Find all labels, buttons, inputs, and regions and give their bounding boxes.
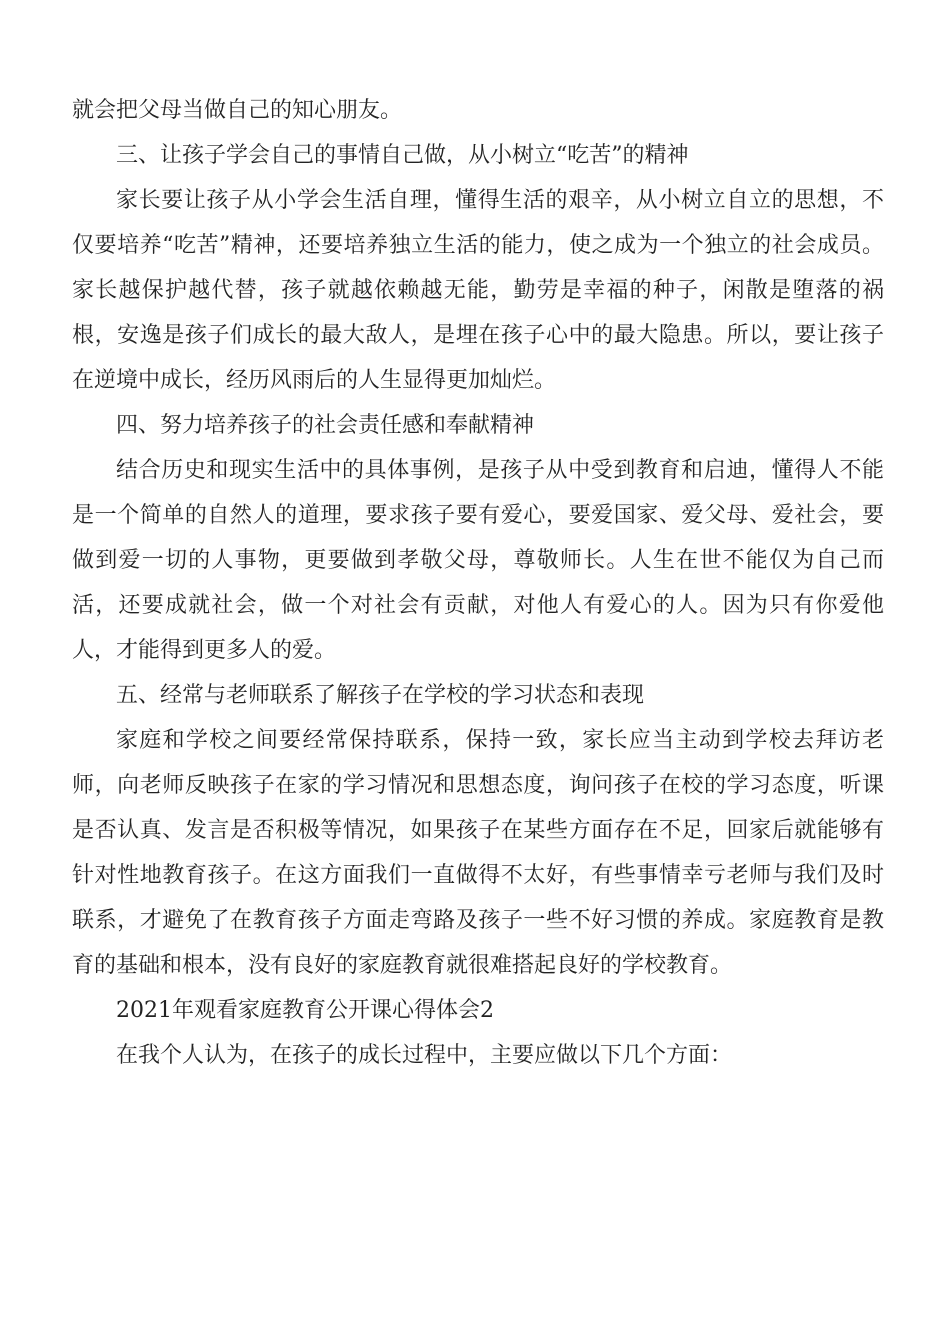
- document-body: [72, 88, 884, 1078]
- paragraph-continuation: 就会把父母当做自己的知心朋友。: [72, 98, 403, 123]
- paragraph-self-reliance: 家长要让孩子从小学会生活自理，懂得生活的艰辛，从小树立自立的思想，不仅要培养“吃苦”精神，还要培养独立生活的能力，使之成为一个独立的社会成员。家长越保护越代替，孩子就越依赖越无能，勤劳是幸福的种子，闲散是堕落的祸根，安逸是孩子们成长的最大敌人，是埋在孩子心中的最大隐患。所以，要让孩子在逆境中成长，经历风雨后的人生显得更加灿烂。: [72, 188, 884, 393]
- paragraph-teacher-contact: 家庭和学校之间要经常保持联系，保持一致，家长应当主动到学校去拜访老师，向老师反映孩子在家的学习情况和思想态度，询问孩子在校的学习态度，听课是否认真、发言是否积极等情况，如果孩子在某些方面存在不足，回家后就能够有针对性地教育孩子。在这方面我们一直做得不太好，有些事情幸亏老师与我们及时联系，才避免了在教育孩子方面走弯路及孩子一些不好习惯的养成。家庭教育是教育的基础和根本，没有良好的家庭教育就很难搭起良好的学校教育。: [72, 728, 884, 978]
- article-title-2: 2021年观看家庭教育公开课心得体会2: [116, 998, 494, 1023]
- paragraph-intro: 在我个人认为，在孩子的成长过程中，主要应做以下几个方面：: [116, 1043, 733, 1068]
- section-heading-4: 四、努力培养孩子的社会责任感和奉献精神: [116, 413, 535, 438]
- section-heading-5: 五、经常与老师联系了解孩子在学校的学习状态和表现: [116, 683, 645, 708]
- paragraph-social-responsibility: 结合历史和现实生活中的具体事例，是孩子从中受到教育和启迪，懂得人不能是一个简单的自然人的道理，要求孩子要有爱心，要爱国家、爱父母、爱社会，要做到爱一切的人事物，更要做到孝敬父母，尊敬师长。人生在世不能仅为自己而活，还要成就社会，做一个对社会有贡献，对他人有爱心的人。因为只有你爱他人，才能得到更多人的爱。: [72, 458, 884, 663]
- section-heading-3: 三、让孩子学会自己的事情自己做，从小树立“吃苦”的精神: [116, 143, 689, 168]
